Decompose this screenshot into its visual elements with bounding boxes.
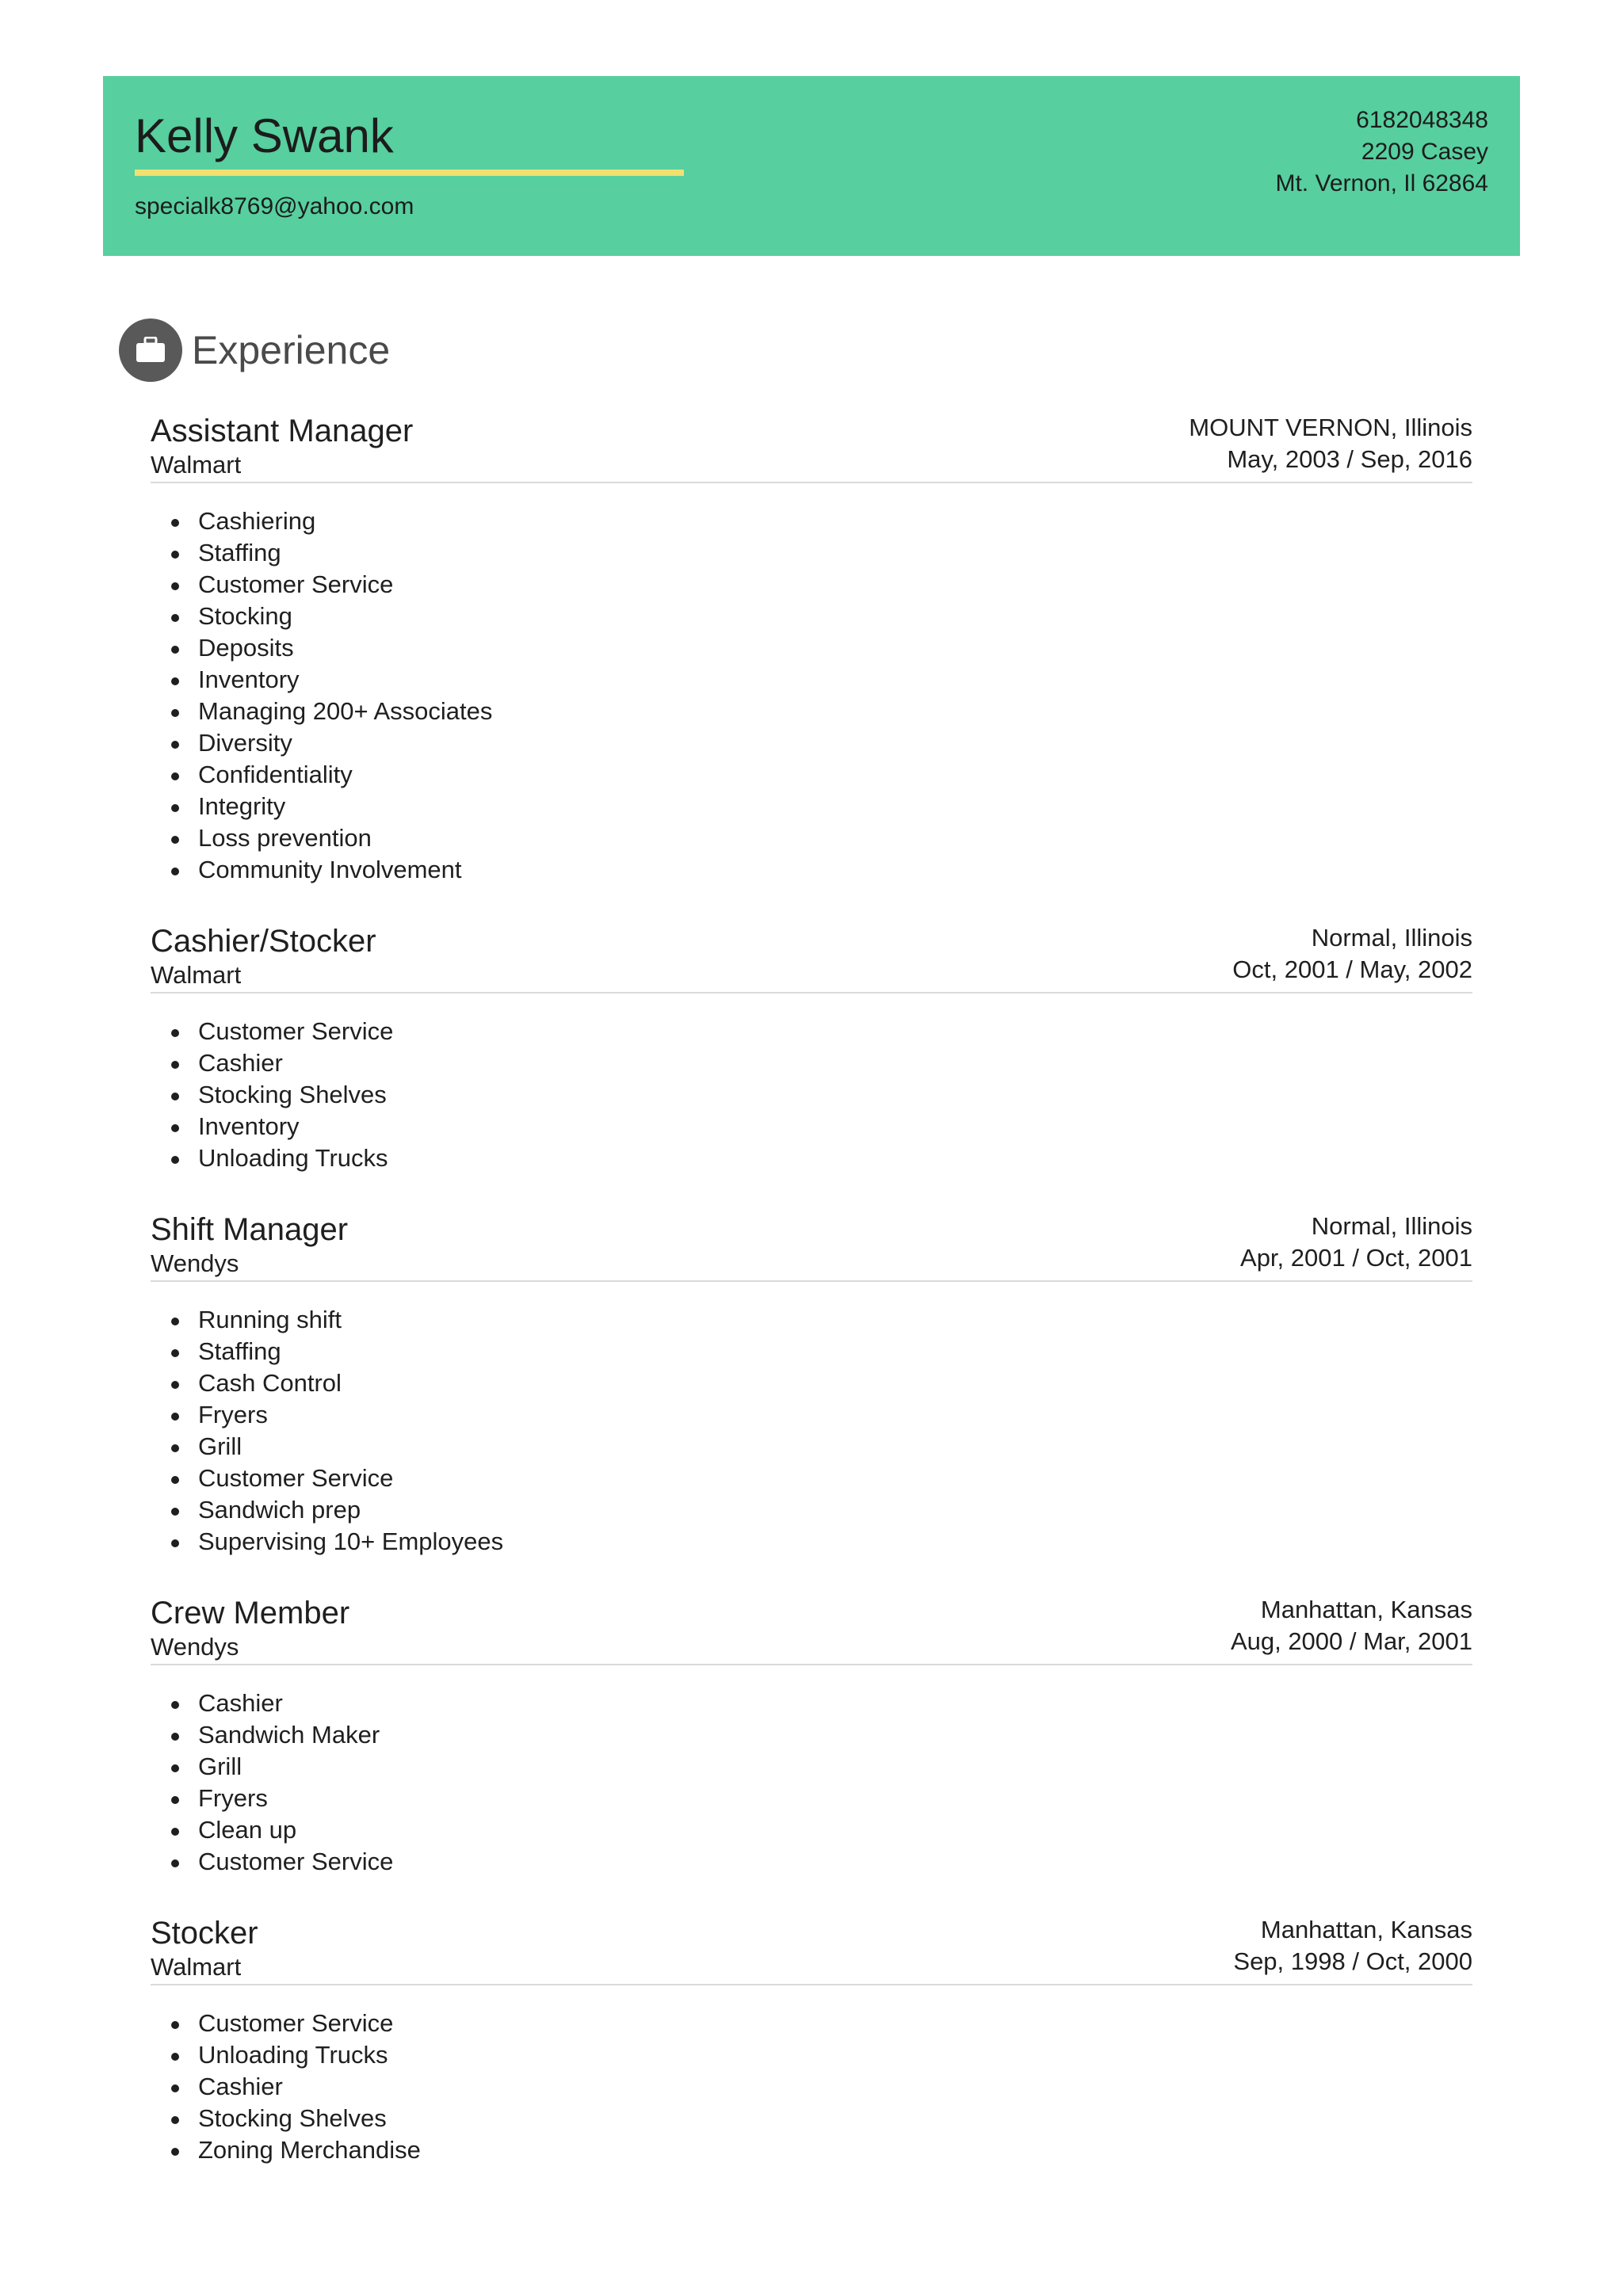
job-company: Wendys <box>151 1249 239 1277</box>
address-line-2: Mt. Vernon, Il 62864 <box>1275 170 1488 196</box>
duty-item: Managing 200+ Associates <box>151 696 1472 727</box>
job-dates: Oct, 2001 / May, 2002 <box>1232 955 1472 983</box>
duty-item: Customer Service <box>151 1463 1472 1494</box>
job-company: Wendys <box>151 1633 239 1661</box>
duty-item: Supervising 10+ Employees <box>151 1526 1472 1558</box>
duty-item: Running shift <box>151 1304 1472 1336</box>
name-underline <box>135 170 684 176</box>
phone-number: 6182048348 <box>1356 107 1488 133</box>
duty-item: Staffing <box>151 537 1472 569</box>
job-dates: Apr, 2001 / Oct, 2001 <box>1240 1244 1472 1272</box>
briefcase-icon <box>119 318 182 382</box>
duty-list <box>151 1985 1472 2166</box>
duty-item: Sandwich Maker <box>151 1719 1472 1751</box>
job-company: Walmart <box>151 451 242 479</box>
candidate-name: Kelly Swank <box>135 109 394 162</box>
duty-item: Cashier <box>151 1047 1472 1079</box>
experience-section-heading <box>119 318 390 382</box>
job-dates: Aug, 2000 / Mar, 2001 <box>1230 1627 1472 1655</box>
duty-item: Grill <box>151 1751 1472 1783</box>
job-header <box>151 917 1472 994</box>
experience-list <box>151 407 1472 2166</box>
job-entry <box>151 1909 1472 2166</box>
duty-item: Cash Control <box>151 1367 1472 1399</box>
job-meta <box>1189 412 1472 475</box>
job-title: Cashier/Stocker <box>151 924 376 959</box>
duty-item: Inventory <box>151 1111 1472 1142</box>
duty-item: Unloading Trucks <box>151 1142 1472 1174</box>
duty-item: Confidentiality <box>151 759 1472 791</box>
duty-item: Community Involvement <box>151 854 1472 886</box>
job-dates: May, 2003 / Sep, 2016 <box>1227 445 1472 473</box>
duty-item: Stocking Shelves <box>151 2103 1472 2134</box>
duty-item: Cashiering <box>151 505 1472 537</box>
job-entry <box>151 917 1472 1206</box>
job-location: Manhattan, Kansas <box>1260 1596 1472 1623</box>
job-spacer <box>151 1558 1472 1589</box>
duty-item: Customer Service <box>151 569 1472 601</box>
job-meta <box>1231 1594 1472 1657</box>
job-title: Assistant Manager <box>151 414 414 448</box>
duty-item: Cashier <box>151 2071 1472 2103</box>
duty-item: Sandwich prep <box>151 1494 1472 1526</box>
job-spacer <box>151 1174 1472 1206</box>
duty-item: Fryers <box>151 1783 1472 1814</box>
duty-item: Stocking <box>151 601 1472 632</box>
duty-item: Customer Service <box>151 2008 1472 2039</box>
section-title: Experience <box>192 328 391 372</box>
email-address: specialk8769@yahoo.com <box>135 193 414 219</box>
duty-item: Staffing <box>151 1336 1472 1367</box>
duty-item: Loss prevention <box>151 822 1472 854</box>
job-location: Normal, Illinois <box>1311 924 1472 952</box>
job-spacer <box>151 886 1472 917</box>
duty-item: Fryers <box>151 1399 1472 1431</box>
duty-item: Integrity <box>151 791 1472 822</box>
duty-item: Deposits <box>151 632 1472 664</box>
job-company: Walmart <box>151 1953 242 1981</box>
duty-item: Zoning Merchandise <box>151 2134 1472 2166</box>
address-line-1: 2209 Casey <box>1361 139 1488 165</box>
duty-item: Stocking Shelves <box>151 1079 1472 1111</box>
duty-list <box>151 994 1472 1174</box>
duty-item: Cashier <box>151 1688 1472 1719</box>
resume-header <box>103 76 1520 256</box>
job-header <box>151 1206 1472 1282</box>
duty-list <box>151 1665 1472 1878</box>
job-meta <box>1233 1914 1472 1978</box>
duty-item: Grill <box>151 1431 1472 1463</box>
job-title: Crew Member <box>151 1596 350 1630</box>
job-entry <box>151 1206 1472 1589</box>
job-location: MOUNT VERNON, Illinois <box>1189 414 1472 441</box>
job-entry <box>151 407 1472 917</box>
duty-item: Customer Service <box>151 1846 1472 1878</box>
job-meta <box>1240 1211 1472 1274</box>
duty-item: Customer Service <box>151 1016 1472 1047</box>
duty-list <box>151 1282 1472 1558</box>
duty-item: Diversity <box>151 727 1472 759</box>
job-spacer <box>151 1878 1472 1909</box>
job-header <box>151 1909 1472 1985</box>
job-dates: Sep, 1998 / Oct, 2000 <box>1233 1947 1472 1975</box>
duty-item: Inventory <box>151 664 1472 696</box>
duty-item: Clean up <box>151 1814 1472 1846</box>
job-company: Walmart <box>151 961 242 989</box>
job-title: Stocker <box>151 1916 258 1951</box>
contact-details <box>1275 105 1488 200</box>
job-location: Normal, Illinois <box>1311 1212 1472 1240</box>
duty-list <box>151 483 1472 886</box>
job-header <box>151 1589 1472 1665</box>
duty-item: Unloading Trucks <box>151 2039 1472 2071</box>
job-location: Manhattan, Kansas <box>1260 1916 1472 1943</box>
job-title: Shift Manager <box>151 1212 349 1247</box>
job-entry <box>151 1589 1472 1909</box>
job-meta <box>1232 922 1472 986</box>
job-header <box>151 407 1472 483</box>
